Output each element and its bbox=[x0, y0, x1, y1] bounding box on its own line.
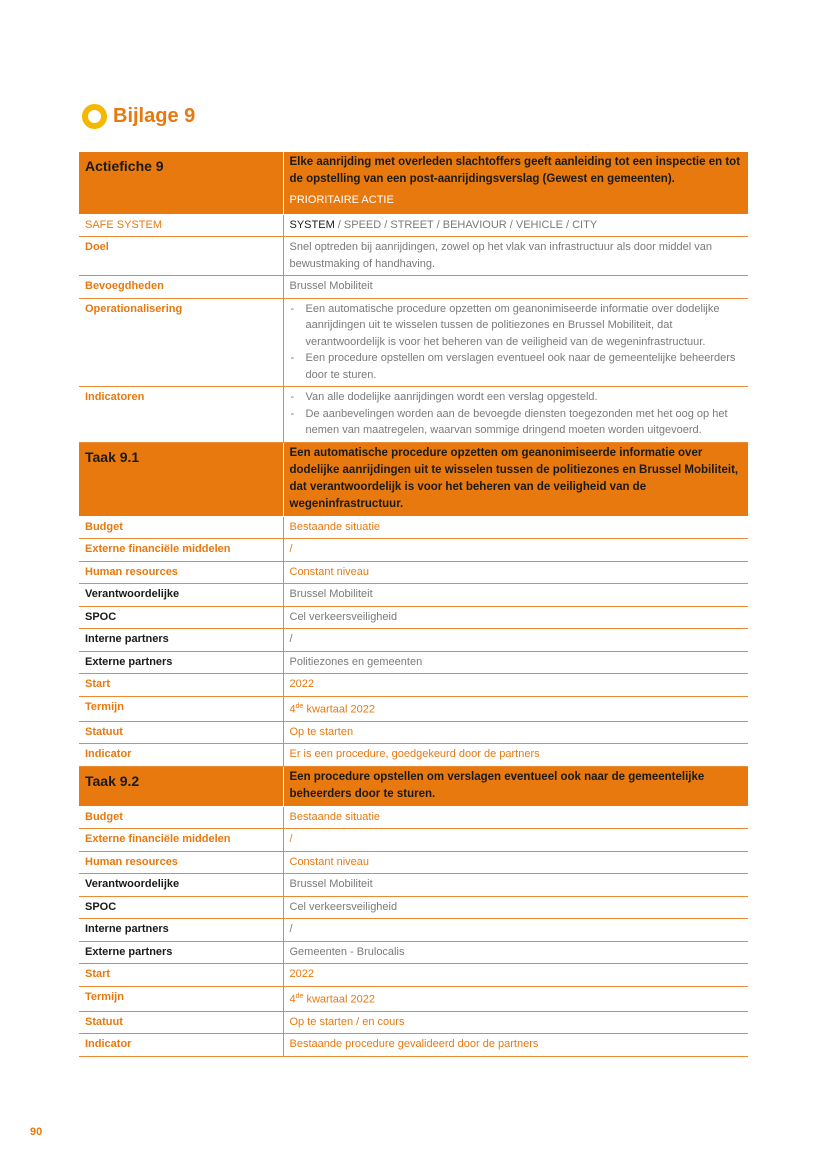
doel-row bbox=[79, 237, 748, 276]
statuut-value: Op te starten / en cours bbox=[283, 1011, 748, 1034]
externe-middelen-label: Externe financiële middelen bbox=[79, 829, 283, 852]
table-row bbox=[79, 1034, 748, 1057]
taak-9-2-header-row bbox=[79, 766, 748, 806]
termijn-number: 4 bbox=[289, 703, 296, 716]
budget-label: Budget bbox=[79, 806, 283, 829]
table-row bbox=[79, 539, 748, 562]
verantwoordelijke-label: Verantwoordelijke bbox=[79, 874, 283, 897]
table-row bbox=[79, 986, 748, 1011]
page-title: Bijlage 9 bbox=[113, 105, 196, 127]
termijn-value bbox=[283, 986, 748, 1011]
termijn-suffix: de bbox=[295, 992, 304, 1000]
taak-9-1-header-row bbox=[79, 442, 748, 516]
human-resources-label: Human resources bbox=[79, 851, 283, 874]
statuut-label: Statuut bbox=[79, 1011, 283, 1034]
list-item: - Een automatische procedure opzetten om geanonimiseerde informatie over dodelijke aanrijdingen uit te wisselen tussen de politiezones en Brussel Mobiliteit, dat verantwoordelijk is voor het beheren van de veiligheid van de wegeninfrastructuur. bbox=[290, 301, 744, 351]
indicator-label: Indicator bbox=[79, 744, 283, 767]
spoc-value: Cel verkeersveiligheid bbox=[283, 606, 748, 629]
interne-partners-label: Interne partners bbox=[79, 919, 283, 942]
safe-system-row bbox=[79, 214, 748, 237]
externe-partners-value: Gemeenten - Brulocalis bbox=[283, 941, 748, 964]
table-row bbox=[79, 941, 748, 964]
operationalisering-label: Operationalisering bbox=[79, 298, 283, 387]
interne-partners-value: / bbox=[283, 919, 748, 942]
statuut-value: Op te starten bbox=[283, 721, 748, 744]
table-row bbox=[79, 896, 748, 919]
taak-9-2-label: Taak 9.2 bbox=[79, 766, 283, 806]
indicatoren-value bbox=[283, 387, 748, 443]
table-row bbox=[79, 874, 748, 897]
termijn-text: kwartaal 2022 bbox=[303, 993, 375, 1006]
human-resources-label: Human resources bbox=[79, 561, 283, 584]
termijn-label: Termijn bbox=[79, 986, 283, 1011]
actiefiche-description bbox=[283, 152, 748, 214]
bevoegdheden-value: Brussel Mobiliteit bbox=[283, 276, 748, 299]
termijn-label: Termijn bbox=[79, 696, 283, 721]
spoc-label: SPOC bbox=[79, 606, 283, 629]
externe-middelen-value: / bbox=[283, 539, 748, 562]
termijn-value bbox=[283, 696, 748, 721]
budget-value: Bestaande situatie bbox=[283, 806, 748, 829]
indicatoren-label: Indicatoren bbox=[79, 387, 283, 443]
table-row bbox=[79, 584, 748, 607]
safe-system-value bbox=[283, 214, 748, 237]
safe-system-label: SAFE SYSTEM bbox=[79, 214, 283, 237]
system-rest: / SPEED / STREET / BEHAVIOUR / VEHICLE / CITY bbox=[334, 218, 598, 231]
actiefiche-label: Actiefiche 9 bbox=[79, 152, 283, 214]
spoc-label: SPOC bbox=[79, 896, 283, 919]
system-active: SYSTEM bbox=[289, 218, 335, 231]
verantwoordelijke-label: Verantwoordelijke bbox=[79, 584, 283, 607]
doel-label: Doel bbox=[79, 237, 283, 276]
verantwoordelijke-value: Brussel Mobiliteit bbox=[283, 874, 748, 897]
interne-partners-value: / bbox=[283, 629, 748, 652]
table-row bbox=[79, 744, 748, 767]
indicator-label: Indicator bbox=[79, 1034, 283, 1057]
start-label: Start bbox=[79, 674, 283, 697]
table-row bbox=[79, 1011, 748, 1034]
human-resources-value: Constant niveau bbox=[283, 851, 748, 874]
table-row bbox=[79, 829, 748, 852]
statuut-label: Statuut bbox=[79, 721, 283, 744]
list-item: - Van alle dodelijke aanrijdingen wordt een verslag opgesteld. bbox=[290, 389, 744, 406]
doel-value: Snel optreden bij aanrijdingen, zowel op het vlak van infrastructuur als door middel van bewustmaking of handhaving. bbox=[283, 237, 748, 276]
table-row bbox=[79, 516, 748, 539]
interne-partners-label: Interne partners bbox=[79, 629, 283, 652]
table-row bbox=[79, 629, 748, 652]
externe-middelen-value: / bbox=[283, 829, 748, 852]
taak-9-1-text: Een automatische procedure opzetten om geanonimiseerde informatie over dodelijke aanrijdingen uit te wisselen tussen de politiezones en Brussel Mobiliteit, dat verantwoordelijk is voor het beheren van de veiligheid van de wegeninfrastructuur. bbox=[283, 442, 748, 516]
operationalisering-row bbox=[79, 298, 748, 387]
externe-middelen-label: Externe financiële middelen bbox=[79, 539, 283, 562]
verantwoordelijke-value: Brussel Mobiliteit bbox=[283, 584, 748, 607]
actiefiche-text: Elke aanrijding met overleden slachtoffers geeft aanleiding tot een inspectie en tot de opstelling van een post-aanrijdingsverslag (Gewest en gemeenten). bbox=[289, 156, 741, 185]
table-row bbox=[79, 696, 748, 721]
circle-bullet-icon bbox=[82, 104, 107, 129]
budget-value: Bestaande situatie bbox=[283, 516, 748, 539]
budget-label: Budget bbox=[79, 516, 283, 539]
termijn-text: kwartaal 2022 bbox=[303, 703, 375, 716]
operationalisering-value bbox=[283, 298, 748, 387]
table-row bbox=[79, 606, 748, 629]
indicatoren-row bbox=[79, 387, 748, 443]
start-label: Start bbox=[79, 964, 283, 987]
table-row bbox=[79, 561, 748, 584]
table-row bbox=[79, 964, 748, 987]
table-row bbox=[79, 651, 748, 674]
table-row bbox=[79, 674, 748, 697]
bevoegdheden-row bbox=[79, 276, 748, 299]
action-sheet-table bbox=[79, 152, 748, 1057]
human-resources-value: Constant niveau bbox=[283, 561, 748, 584]
priority-badge: PRIORITAIRE ACTIE bbox=[289, 194, 394, 206]
indicator-value: Bestaande procedure gevalideerd door de partners bbox=[283, 1034, 748, 1057]
spoc-value: Cel verkeersveiligheid bbox=[283, 896, 748, 919]
indicator-value: Er is een procedure, goedgekeurd door de partners bbox=[283, 744, 748, 767]
externe-partners-label: Externe partners bbox=[79, 651, 283, 674]
page-number: 90 bbox=[30, 1126, 43, 1138]
start-value: 2022 bbox=[283, 674, 748, 697]
taak-9-2-text: Een procedure opstellen om verslagen eventueel ook naar de gemeentelijke beheerders door te sturen. bbox=[283, 766, 748, 806]
table-row bbox=[79, 851, 748, 874]
table-row bbox=[79, 721, 748, 744]
taak-9-1-label: Taak 9.1 bbox=[79, 442, 283, 516]
externe-partners-value: Politiezones en gemeenten bbox=[283, 651, 748, 674]
table-row bbox=[79, 919, 748, 942]
table-row bbox=[79, 806, 748, 829]
actiefiche-header-row bbox=[79, 152, 748, 214]
externe-partners-label: Externe partners bbox=[79, 941, 283, 964]
annex-heading bbox=[82, 104, 195, 129]
bevoegdheden-label: Bevoegdheden bbox=[79, 276, 283, 299]
termijn-suffix: de bbox=[295, 702, 304, 710]
list-item: - Een procedure opstellen om verslagen eventueel ook naar de gemeentelijke beheerders door te sturen. bbox=[290, 350, 744, 383]
termijn-number: 4 bbox=[289, 993, 296, 1006]
list-item: - De aanbevelingen worden aan de bevoegde diensten toegezonden met het oog op het nemen van maatregelen, waarvan sommige dringend moeten worden uitgevoerd. bbox=[290, 406, 744, 439]
start-value: 2022 bbox=[283, 964, 748, 987]
